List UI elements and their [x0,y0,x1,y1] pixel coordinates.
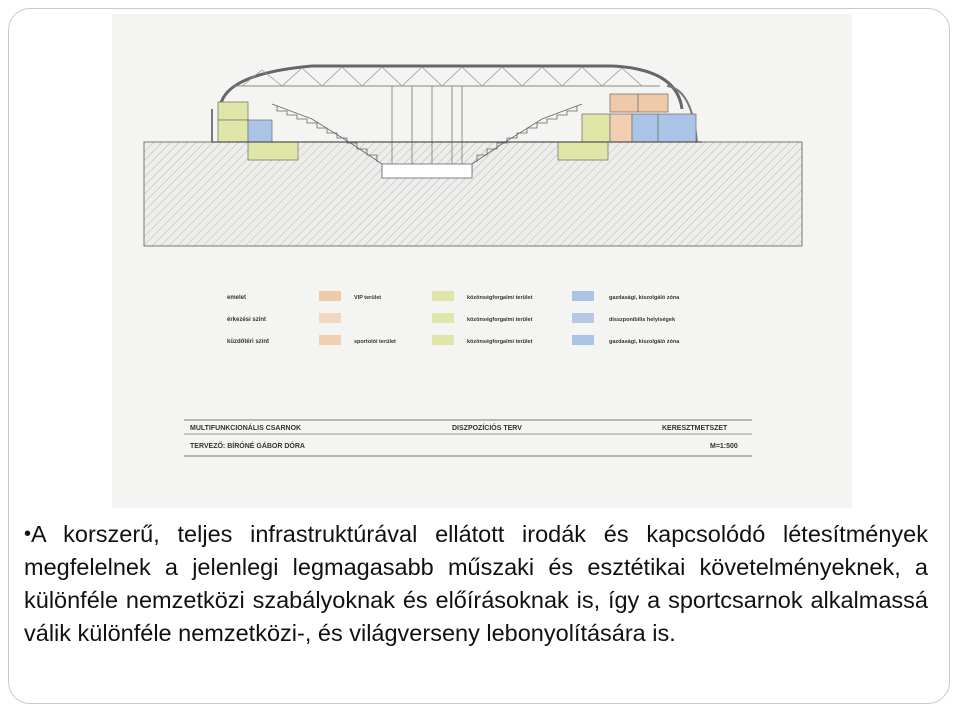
title-plan: DISZPOZÍCIÓS TERV [452,425,522,432]
legend-level-1: emelet [227,295,247,301]
room-left-public-top [218,102,248,120]
legend-col3-3: gazdasági, kiszolgáló zóna [609,339,680,345]
legend-swatch-disp [572,313,594,323]
room-left-service [248,120,272,142]
room-left-public2 [248,142,298,160]
legend-col1-1: VIP terület [354,295,382,301]
legend-col1-3: sportolói terület [354,339,396,345]
room-right-vip [610,94,638,112]
legend-swatch-public3 [432,335,454,345]
bullet-paragraph [24,518,928,650]
title-scale: M=1:500 [710,443,738,450]
legend-col2-2: közönségforgalmi terület [467,317,533,323]
bullet-marker: • [24,523,32,545]
room-right-service2 [658,114,696,142]
architectural-drawing [112,14,852,508]
legend-swatch-vip2 [319,313,341,323]
ground-section [144,142,802,246]
room-right-vip2 [638,94,668,112]
legend-swatch-public1 [432,291,454,301]
cross-section-svg [112,14,852,508]
room-right-service [632,114,658,142]
legend-level-3: küzdőtéri szint [227,339,270,345]
legend-col3-1: gazdasági, kiszolgáló zóna [609,295,680,301]
title-designer: TERVEZŐ: BÍRÓNÉ GÁBOR DÓRA [190,443,305,450]
title-block [184,420,752,456]
legend [227,291,680,345]
room-left-public [218,120,248,142]
legend-col3-2: disszponibilis helyiségek [609,317,676,323]
legend-swatch-service2 [572,335,594,345]
legend-col2-3: közönségforgalmi terület [467,339,533,345]
title-view: KERESZTMETSZET [662,425,728,432]
legend-swatch-vip [319,291,341,301]
legend-col2-1: közönségforgalmi terület [467,295,533,301]
arena-floor [382,164,472,178]
legend-swatch-public2 [432,313,454,323]
room-right-public2 [558,142,608,160]
legend-level-2: érkezési szint [227,317,267,323]
legend-swatch-sport [319,335,341,345]
title-project: MULTIFUNKCIONÁLIS CSARNOK [190,425,302,432]
room-right-sport [610,114,632,142]
bullet-text: A korszerű, teljes infrastruktúrával ellátott irodák és kapcsolódó létesítmények megfelelnek a jelenlegi legmagasabb műszaki és esztétikai követelményeknek, a különféle nemzetközi szabályoknak és előírásoknak is, így a sportcsarnok alkalmassá válik különféle nemzetközi-, és világverseny lebonyolítására is. [24,521,928,646]
room-right-public [582,114,610,142]
legend-swatch-service1 [572,291,594,301]
